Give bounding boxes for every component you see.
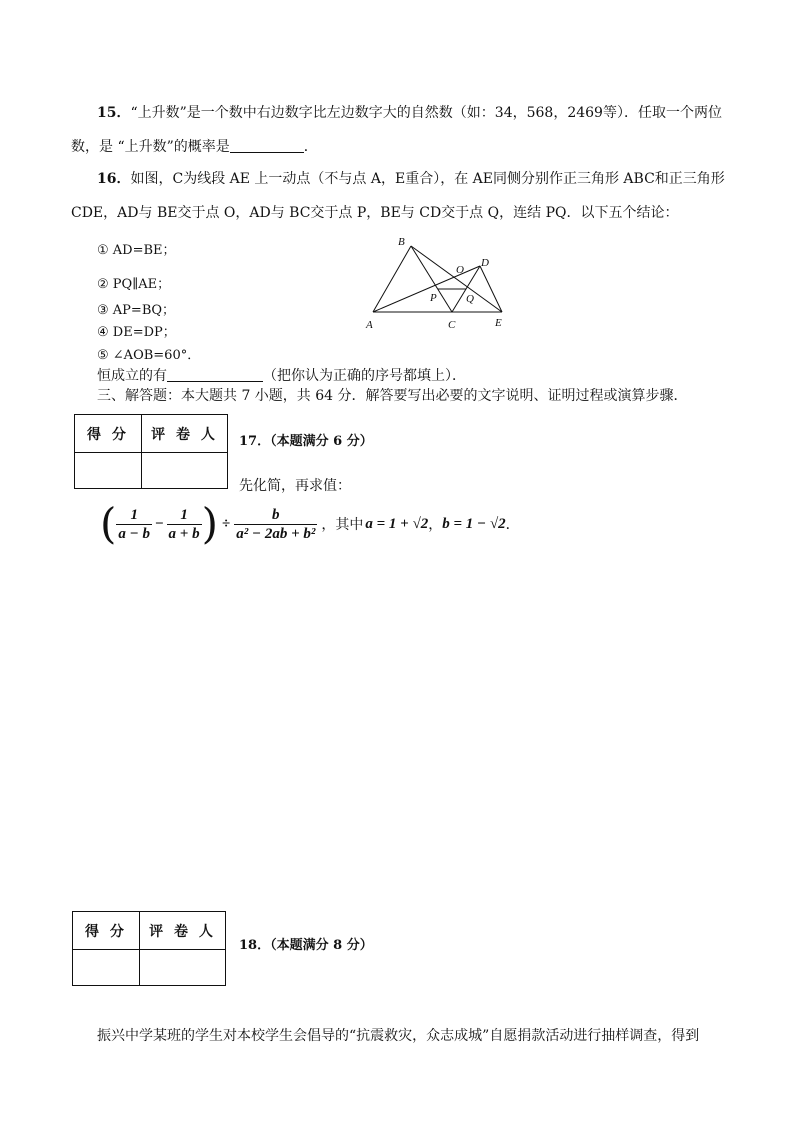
q15-end: ． (303, 139, 318, 155)
q17-expression (100, 499, 520, 548)
period: ． (505, 517, 520, 533)
right-paren: ) (201, 499, 218, 548)
fraction-3-denominator: a² − 2ab + b² (236, 525, 316, 542)
segment-ab (373, 246, 411, 312)
score-header: 得 分 (75, 415, 142, 453)
grader-cell[interactable] (139, 950, 225, 986)
q16-option-3: ③ AP=BQ； (97, 303, 176, 318)
q16-answer-line (97, 367, 466, 384)
fraction-2-denominator: a + b (168, 525, 200, 542)
q15-text2: 数，是 “上升数”的概率是 (71, 139, 230, 155)
fraction-1-numerator: 1 (116, 506, 152, 525)
label-d: D (481, 257, 489, 269)
b-value: b = 1 − √2 (442, 515, 506, 532)
q16-answer-label: 恒成立的有 (97, 368, 167, 384)
label-e: E (495, 317, 502, 329)
grade-table-17 (74, 414, 228, 489)
q15-line1 (97, 105, 722, 121)
q16-option-1: ① AD=BE； (97, 243, 176, 258)
fraction-1-denominator: a − b (118, 525, 150, 542)
grade-table-18 (72, 911, 226, 986)
label-q: Q (466, 293, 474, 305)
q16-number: 16． (97, 171, 131, 187)
q16-line1 (97, 171, 725, 187)
grader-cell[interactable] (141, 453, 227, 489)
segment-de (480, 266, 502, 312)
q16-option-2: ② PQ∥AE； (97, 277, 171, 292)
label-c: C (448, 319, 456, 331)
score-header: 得 分 (73, 912, 140, 950)
q16-option-5: ⑤ ∠AOB=60°． (97, 348, 201, 363)
a-value: a = 1 + √2 (365, 515, 429, 532)
left-paren: ( (100, 499, 117, 548)
q16-option-4: ④ DE=DP； (97, 325, 176, 340)
q17-heading: 17．（本题满分 6 分） (239, 434, 373, 449)
q18-text: 振兴中学某班的学生对本校学生会倡导的“抗震救灾，众志成城”自愿捐款活动进行抽样调查，得到 (97, 1028, 700, 1044)
label-b: B (398, 236, 405, 248)
triangle-figure (360, 232, 520, 332)
q15-number: 15． (97, 105, 131, 121)
grader-header: 评 卷 人 (139, 912, 225, 950)
fraction-2-numerator: 1 (167, 506, 202, 525)
q15-text: “上升数”是一个数中右边数字比左边数字大的自然数（如：34，568，2469等）．任取一个两位 (130, 105, 722, 121)
label-a: A (366, 319, 373, 331)
fraction-3 (234, 506, 317, 543)
label-p: P (430, 292, 437, 304)
segment-be (411, 246, 502, 312)
comma: ， (428, 517, 443, 533)
q16-line2: CDE，AD与 BE交于点 O，AD与 BC交于点 P，BE与 CD交于点 Q，连结 PQ．以下五个结论： (71, 205, 679, 221)
q15-line2 (71, 138, 318, 155)
q16-answer-hint: （把你认为正确的序号都填上）． (263, 368, 466, 384)
where-text: ，其中 (321, 517, 364, 533)
grader-header: 评 卷 人 (141, 415, 227, 453)
q18-heading: 18．（本题满分 8 分） (239, 938, 373, 953)
label-o: O (456, 264, 464, 276)
fraction-3-numerator: b (234, 506, 317, 525)
q16-answer-blank[interactable] (167, 367, 263, 382)
fraction-2 (167, 506, 202, 543)
score-cell[interactable] (73, 950, 140, 986)
q17-instruction: 先化简，再求值： (239, 478, 351, 494)
q16-text: 如图，C为线段 AE 上一动点（不与点 A，E重合），在 AE同侧分别作正三角形 ABC和正三角形 (130, 171, 725, 187)
score-cell[interactable] (75, 453, 142, 489)
divide-sign: ÷ (222, 515, 231, 532)
section-3-heading: 三、解答题：本大题共 7 小题，共 64 分．解答要写出必要的文字说明、证明过程或演算步骤． (97, 388, 688, 404)
q15-answer-blank[interactable] (230, 138, 304, 153)
minus-sign: − (154, 515, 164, 532)
fraction-1 (116, 506, 152, 543)
